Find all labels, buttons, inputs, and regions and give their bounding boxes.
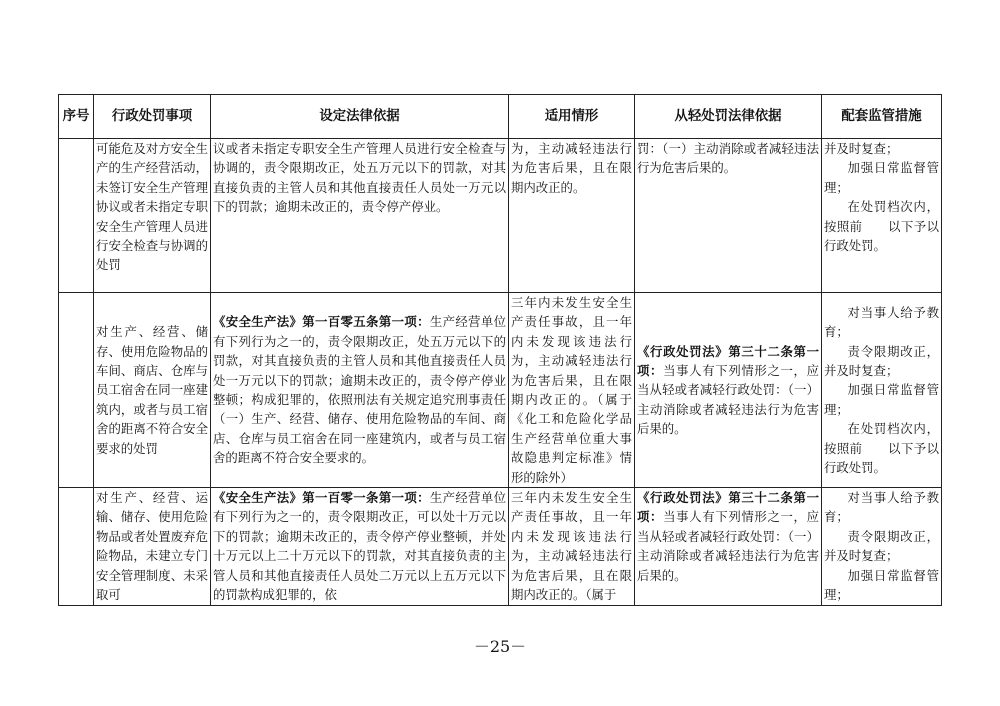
lenient-basis-text: 当事人有下列情形之一，应当从轻或者减轻行政处罚：（一）主动消除或者减轻违法行为危害后果的。: [637, 362, 819, 437]
applicable-situation: [509, 488, 635, 605]
measure-item: 在处罚档次内，按照前 以下予以行政处罚。: [824, 199, 939, 254]
header-supervision-measures: 配套监管措施: [822, 95, 942, 139]
row-number: [59, 293, 94, 488]
measure-item: 在处罚档次内，按照前 以下予以行政处罚。: [824, 421, 939, 475]
header-penalty-item: 行政处罚事项: [94, 95, 211, 139]
table-row: [59, 139, 942, 293]
legal-basis: [211, 293, 509, 488]
applicable-situation-text: 三年内未发生安全生产责任事故，且一年内未发现该违法行为，主动减轻违法行为危害后果，且在限期内改正的。（属于: [511, 490, 632, 603]
penalty-item: [94, 293, 211, 488]
supervision-measures: [822, 293, 942, 488]
measure-item: 对当事人给予教育；: [824, 490, 939, 525]
applicable-situation: [509, 139, 635, 293]
lenient-basis: [635, 293, 822, 488]
penalty-item-text: 可能危及对方安全生产的生产经营活动，未签订安全生产管理协议或者未指定专职安全生产管理人员进行安全检查与协调的处罚: [96, 141, 208, 273]
penalty-table: [58, 94, 942, 606]
supervision-measures: [822, 139, 942, 293]
row-number: [59, 139, 94, 293]
table-row: [59, 488, 942, 605]
measure-item: 加强日常监督管理；: [824, 160, 939, 195]
legal-basis-law: 《安全生产法》第一百零一条第一项：: [213, 490, 430, 506]
legal-basis-text: 生产经营单位有下列行为之一的，责令限期改正，可以处十万元以下的罚款；逾期未改正的，责令停产停业整顿，并处十万元以上二十万元以下的罚款，对其直接负责的主管人员和其他直接责任人员处二万元以上五万元以下的罚款构成犯罪的，依: [213, 490, 507, 603]
lenient-basis-text: 当事人有下列情形之一，应当从轻或者减轻行政处罚：（一）主动消除或者减轻违法行为危害后果的。: [637, 509, 819, 583]
supervision-measures: [822, 488, 942, 605]
lenient-basis-law: 《行政处罚法》第三十二条第一项：: [637, 490, 819, 525]
header-row: [59, 95, 942, 139]
header-applicable-situation: 适用情形: [509, 95, 635, 139]
legal-basis: [211, 139, 509, 293]
lenient-basis: [635, 488, 822, 605]
penalty-item: [94, 139, 211, 293]
lenient-basis-law: 《行政处罚法》第三十二条第一项：: [637, 343, 819, 378]
legal-basis-text: 生产经营单位有下列行为之一的，责令限期改正，处五万元以下的罚款，对其直接负责的主管人员和其他直接责任人员处一万元以下的罚款；逾期未改正的，责令停产停业整顿；构成犯罪的，依照刑法有关规定追究刑事责任（一）生产、经营、储存、使用危险物品的车间、商店、仓库与员工宿舍在同一座建筑内，或者与员工宿舍的距离不符合安全要求的。: [213, 314, 507, 466]
penalty-item-text: 对生产、经营、运输、储存、使用危险物品或者处置废弃危险物品，未建立专门安全管理制度、未采取可: [96, 490, 208, 603]
legal-basis-text: 议或者未指定专职安全生产管理人员进行安全检查与协调的，责令限期改正，处五万元以下的罚款，对其直接负责的主管人员和其他直接责任人员处一万元以下的罚款；逾期未改正的，责令停产停业。: [213, 141, 506, 215]
measure-item: 加强日常监督管理；: [824, 382, 939, 417]
applicable-situation-text: 三年内未发生安全生产责任事故，且一年内未发现该违法行为，主动减轻违法行为危害后果，且在限期内改正的。（属于《化工和危险化学品生产经营单位重大事故隐患判定标准》情形的除外）: [511, 295, 632, 485]
table-row: [59, 293, 942, 488]
page-number: －25－: [473, 637, 527, 656]
legal-basis: [211, 488, 509, 605]
header-legal-basis: 设定法律依据: [211, 95, 509, 139]
header-lenient-basis: 从轻处罚法律依据: [635, 95, 822, 139]
header-number: 序号: [59, 95, 94, 139]
measure-item: 责令限期改正，并及时复查；: [824, 343, 939, 378]
penalty-item-text: 对生产、经营、储存、使用危险物品的车间、商店、仓库与员工宿舍在同一座建筑内，或者与员工宿舍的距离不符合安全要求的处罚: [96, 324, 208, 456]
lenient-basis-text: 罚：（一）主动消除或者减轻违法行为危害后果的。: [637, 141, 819, 176]
measure-item: 并及时复查；: [824, 141, 899, 156]
penalty-item: [94, 488, 211, 605]
legal-basis-law: 《安全生产法》第一百零五条第一项：: [213, 314, 430, 330]
applicable-situation-text: 为，主动减轻违法行为危害后果，且在限期内改正的。: [511, 141, 632, 195]
lenient-basis: [635, 139, 822, 293]
measure-item: 加强日常监督管理；: [824, 567, 939, 603]
measure-item: 责令限期改正，并及时复查；: [824, 528, 939, 564]
applicable-situation: [509, 293, 635, 488]
measure-item: 对当事人给予教育；: [824, 304, 939, 340]
row-number: [59, 488, 94, 605]
